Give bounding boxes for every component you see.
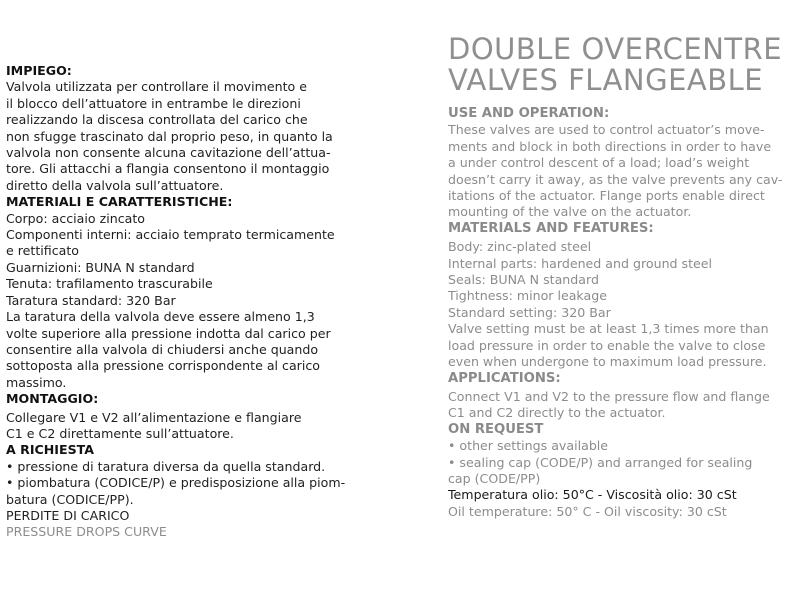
impiego-line: Valvola utilizzata per controllare il movimento e — [6, 79, 308, 95]
richiesta-text — [6, 459, 381, 508]
richiesta-line: • pressione di taratura diversa da quella standard. — [6, 458, 326, 474]
montaggio-heading: MONTAGGIO: — [6, 391, 99, 407]
materiali-line: consentire alla valvola di chiudersi anche quando — [6, 341, 319, 357]
use-line: ments and block in both directions in order to have — [448, 138, 772, 154]
materiali-line: Taratura standard: 320 Bar — [6, 292, 176, 308]
materials-line: Tightness: minor leakage — [448, 288, 607, 304]
materiali-line: volte superiore alla pressione indotta dal carico per — [6, 325, 331, 341]
on-request-heading: ON REQUEST — [448, 421, 544, 437]
perdite-di-carico-label: PERDITE DI CARICO — [6, 507, 130, 523]
materials-heading: MATERIALS AND FEATURES: — [448, 220, 654, 236]
materiali-line: e rettificato — [6, 243, 79, 259]
italian-column — [6, 63, 381, 541]
richiesta-heading: A RICHIESTA — [6, 442, 95, 458]
title-line-1: DOUBLE OVERCENTRE — [448, 32, 783, 66]
materials-line: load pressure in order to enable the valve to close — [448, 337, 766, 353]
impiego-line: tore. Gli attacchi a flangia consentono il montaggio — [6, 161, 330, 177]
oil-spec-english: Oil temperature: 50° C - Oil viscosity: 30 cSt — [448, 503, 727, 519]
materials-line: Valve setting must be at least 1,3 times more than — [448, 321, 769, 337]
materiali-line: Tenuta: trafilamento trascurabile — [6, 276, 213, 292]
impiego-line: non sfugge trascinato dal proprio peso, in quanto la — [6, 128, 333, 144]
materiali-line: Componenti interni: acciaio temprato termicamente — [6, 227, 335, 243]
applications-text — [448, 389, 793, 422]
materials-line: Internal parts: hardened and ground steel — [448, 255, 713, 271]
materials-text — [448, 239, 793, 370]
materiali-line: Guarnizioni: BUNA N standard — [6, 259, 195, 275]
on-request-line: • sealing cap (CODE/P) and arranged for sealing — [448, 454, 753, 470]
applications-heading: APPLICATIONS: — [448, 370, 561, 386]
impiego-heading: IMPIEGO: — [6, 63, 72, 78]
impiego-line: diretto della valvola sull’attuatore. — [6, 177, 224, 193]
applications-line: Connect V1 and V2 to the pressure flow and flange — [448, 388, 770, 404]
use-text — [448, 122, 793, 220]
english-column — [448, 34, 793, 520]
materials-line: Body: zinc-plated steel — [448, 239, 592, 255]
use-line: doesn’t carry it away, as the valve prevents any cav- — [448, 171, 783, 187]
richiesta-line: • piombatura (CODICE/P) e predisposizione alla piom- — [6, 475, 346, 491]
impiego-line: valvola non consente alcuna cavitazione dell’attua- — [6, 145, 331, 161]
page-title — [448, 34, 793, 96]
materiali-heading: MATERIALI E CARATTERISTICHE: — [6, 194, 233, 210]
on-request-line: • other settings available — [448, 438, 609, 454]
materiali-line: Corpo: acciaio zincato — [6, 210, 145, 226]
applications-line: C1 and C2 directly to the actuator. — [448, 405, 666, 421]
use-line: a under control descent of a load; load’s weight — [448, 155, 750, 171]
materials-line: Standard setting: 320 Bar — [448, 304, 611, 320]
materiali-line: massimo. — [6, 374, 67, 390]
montaggio-line: Collegare V1 e V2 all’alimentazione e flangiare — [6, 409, 302, 425]
use-heading: USE AND OPERATION: — [448, 106, 610, 121]
materiali-line: La taratura della valvola deve essere almeno 1,3 — [6, 309, 315, 325]
materiali-text — [6, 211, 381, 391]
use-line: itations of the actuator. Flange ports enable direct — [448, 188, 765, 204]
montaggio-line: C1 e C2 direttamente sull’attuatore. — [6, 425, 234, 441]
impiego-text — [6, 79, 381, 194]
impiego-line: il blocco dell’attuatore in entrambe le direzioni — [6, 95, 301, 111]
title-line-2: VALVES FLANGEABLE — [448, 63, 764, 97]
materials-line: even when undergone to maximum load pressure. — [448, 354, 767, 370]
pressure-drops-curve-label: PRESSURE DROPS CURVE — [6, 524, 167, 540]
on-request-line: cap (CODE/PP) — [448, 470, 541, 486]
materials-line: Seals: BUNA N standard — [448, 272, 599, 288]
on-request-text — [448, 438, 793, 487]
use-line: mounting of the valve on the actuator. — [448, 204, 692, 220]
materiali-line: sottoposta alla pressione corrispondente al carico — [6, 358, 320, 374]
impiego-line: realizzando la discesa controllata del carico che — [6, 112, 308, 128]
oil-spec-italian: Temperatura olio: 50°C - Viscosità olio: 30 cSt — [448, 487, 737, 503]
richiesta-line: batura (CODICE/PP). — [6, 491, 134, 507]
use-line: These valves are used to control actuator’s move- — [448, 122, 765, 138]
montaggio-text — [6, 410, 381, 443]
